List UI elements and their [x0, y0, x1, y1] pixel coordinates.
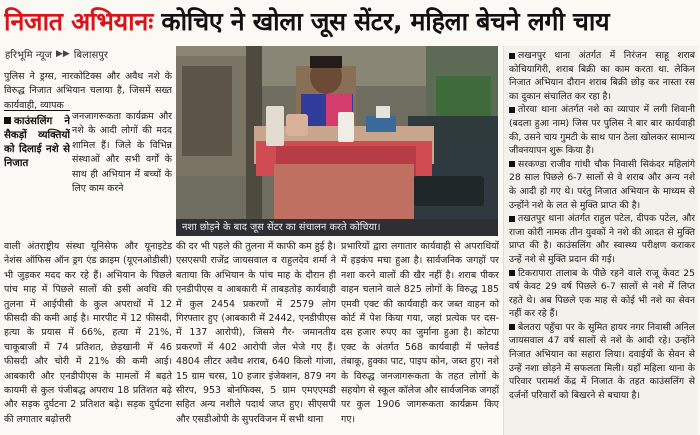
bullet-square-icon	[509, 270, 515, 276]
sidebar-case-studies	[503, 46, 698, 435]
bullet-square-icon	[509, 107, 515, 113]
article-col1-bottom: वाली अंतराष्ट्रीय संस्था यूनिसेफ और यूनाइटेड नेशंस ऑफिस ऑन ड्रग एंड क्राइम (यूएनओडीसी) भी जुड़कर मदद कर रहे हैं। अभियान के पिछले पांच माह में पिछले सालों की इसी अवधि की तुलना में आईपीसी के कुल अपराधों में 12 फीसदी की कमी आई है। मारपीट में 12 फीसदी, हत्या के प्रयास में 66%, हत्या में 21%, चाकूबाजी में 74 प्रतिशत, छेड़खानी में 46 फीसदी और चोरी में 21% की कमी आई। आबकारी और एनडीपीएस के मामलों में बढ़ते कायमी से कुल पंजीबद्ध अपराध 18 प्रतिशत बढ़े और सड़क दुर्घटना 2 प्रतिशत बढ़े। सड़क दुर्घटना की लगातार बढ़ोत्तरी	[4, 241, 172, 425]
bullet-square-icon	[509, 216, 515, 222]
sidebar-item: लखनपुर थाना अंतर्गत में निरंजन साहू शराब कोचियागिरी, शराब बिक्री का काम करता था. लेकिन निजात अभियान दौरान शराब बिक्री छोड़ कर नास्ता रस का दुकान संचालित कर रहा है।	[509, 50, 695, 102]
double-arrow-icon: ▶▶	[55, 49, 70, 59]
article-col1-right: जनजागरूकता कार्यक्रम और नशे के आदी लोगों की मदद शामिल हैं। जिले के विभिन्न संस्थाओं और सभी वर्गों के साथ ही अभियान में बच्चों के लिए काम करने	[72, 111, 172, 195]
headline-campaign: निजात अभियानः	[4, 7, 153, 36]
byline-place: बिलासपुर	[73, 50, 108, 61]
headline	[4, 2, 696, 42]
byline	[5, 44, 170, 64]
bullet-square-icon	[509, 324, 515, 330]
sidebar-item: टिकरापारा तालाब के पीछे रहने वाले राजू केवट 25 वर्ष केवट 29 वर्ष पिछले 6-7 सालों से नशे में लिप्त रहते थे। अब पिछले एक माह से कोई भी नशे का सेवन नहीं कर रहे हैं।	[509, 267, 695, 320]
article-col2: की दर भी पहले की तुलना में काफी कम हुई है। एसएसपी राजेंद्र जायसवाल व राहुलदेव शर्मा ने बताया कि अभियान के पांच माह के दौरान ही एनडीपीएस व आबकारी में ताबड़तोड़ कार्यवाही में कुल 2454 प्रकरणों में 2579 लोग गिरफ्तार हुए (आबकारी में 2442, एनडीपीएस में 137 आरोपी), जिसमे गैर- जमानतीय प्रकरणों में 402 आरोपी जेल भेजे गए हैं। 4804 लीटर अवैध शराब, 640 किलो गांजा, 15 ग्राम चरस, 10 हजार इंजेक्शन, 879 नग सीरप, 953 बोनफिक्स, 5 ग्राम एमएएमडी सहित अन्य नशीले पदार्थ जप्त हुए। सीएसपी और एसडीओपी के सुपरविजन में सभी थाना	[176, 241, 336, 425]
bullet-square-icon	[509, 53, 515, 59]
article-intro: पुलिस ने ड्रग्स, नारकोटिक्स और अवैध नशे के विरुद्ध निजात अभियान चलाया है, जिसमें सख्त कार्यवाही, व्यापक	[4, 71, 172, 110]
bullet-square-icon	[509, 161, 515, 167]
headline-title: कोचिए ने खोला जूस सेंटर, महिला बेचने लगी चाय	[152, 7, 610, 36]
sidebar-item: सरकण्डा राजीव गांधी चौक निवासी सिकंदर महिलांगे 28 साल पिछले 6-7 सालों से वे शराब और अन्य नशे के आदी हो गए थे। परंतु निजात अभियान के माध्यम से उन्होंने नशे के लत से मुक्ति प्राप्त की है।	[509, 158, 695, 211]
pull-quote: काउंसलिंग ने सैकड़ों व्यक्तियों को दिलाई नशे से निजात	[4, 110, 70, 171]
sidebar-item: तोरवा थाना अंतर्गत नशे का व्यापार में लगी शिवानी (बदला हुआ नाम) जिस पर पुलिस ने बार बार कार्यवाही की, उसने चाय गुमटी के साथ पान ठेला खोलकर सामान्य जीवनयापन शुरू किया है।	[509, 104, 695, 157]
pull-quote-box	[4, 110, 70, 240]
sidebar-item: तखतपुर थाना अंतर्गत राहुल पटेल, दीपक पटेल, और राजा कोरी नामक तीन युवकों ने नशे की आदत से मुक्ति प्राप्त की है। काउंसलिंग और स्वास्थ्य परीक्षण कराकर उन्हें नशे से मुक्ति प्रदान की गई।	[509, 213, 695, 265]
photo-caption: नशा छोड़ने के बाद जूस सेंटर का संचालन करते कोचिया।	[176, 219, 498, 236]
juice-center-photo	[176, 46, 498, 219]
byline-source: हरिभूमि न्यूज	[5, 50, 52, 61]
news-photo	[176, 46, 498, 219]
sidebar-item: बेलतरा पहुँचा पर के सुमित हायर नगर निवासी अनिल जायसवाल 47 वर्ष सालों से नशे के आदी रहे। उन्होंने निजात अभियान का सहारा लिया। दवाईयों के सेवन से उन्हें नशा छोड़ने में सफलता मिली। यहाँ महिला थाना के परिवार परामर्श केंद्र में निजात के तहत काउंसलिंग से दर्जनों परिवारों को बिखरने से बचाया है।	[509, 321, 695, 401]
bullet-square-icon	[4, 117, 11, 124]
article-col3: प्रभारियों द्वारा लगातार कार्यवाही से अपराधियों में हड़कंप मचा हुआ है। सार्वजनिक जगहों पर नशा करने वालों की खैर नहीं है। शराब पीकर वाहन चलाने वाले 825 लोगों के विरुद्ध 185 एमवी एक्ट की कार्यवाही कर जब्त वाहन को कोर्ट में पेश किया गया, जहां प्रत्येक पर दस-दस हजार रुपए का जुर्माना हुआ है। कोटपा एक्ट के अंतर्गत 568 कार्यवाही में फ्लेवर्ड तंबाकू, हुक्का पाट, पाइप कोन, जब्त हुए। नशे के विरुद्ध जनजागरूकता के तहत लोगों के सहयोग से स्कूल कॉलेज और सार्वजनिक जगहों पर कुल 1906 जागरूकता कार्यक्रम किए गए।	[341, 241, 499, 425]
